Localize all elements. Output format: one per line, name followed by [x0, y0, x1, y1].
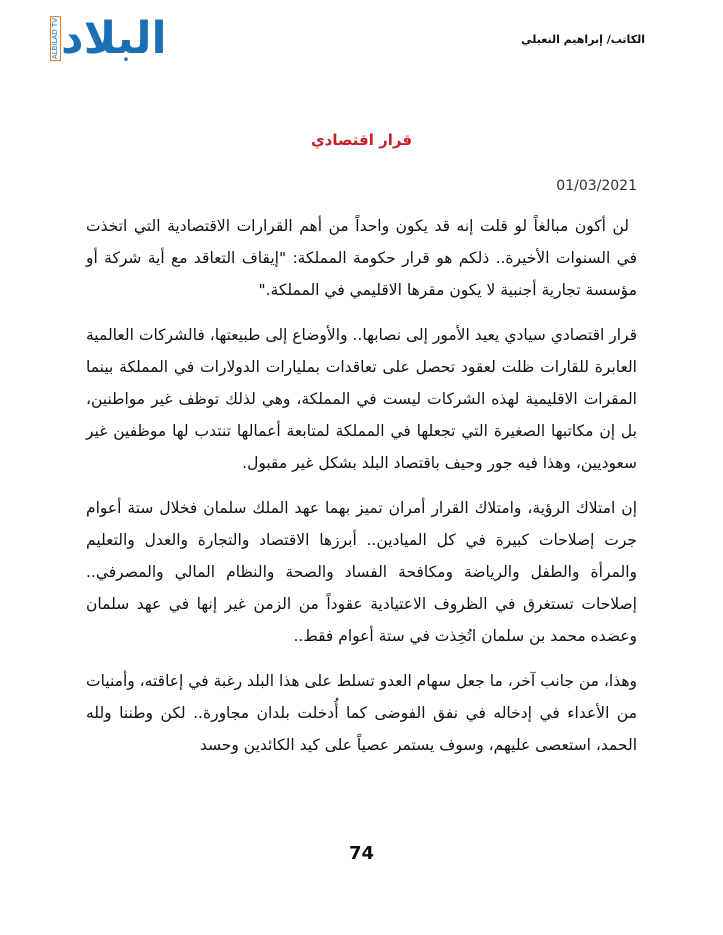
article-title: قرار اقتصادي [310, 131, 413, 149]
article-body [86, 210, 637, 774]
logo-tv-tag: ALBILAD TV [51, 18, 59, 60]
author-byline: الكاتب/ إبراهيم النعيلي [521, 33, 645, 46]
page-number: 74 [348, 843, 375, 864]
paragraph: وهذا، من جانب آخر، ما جعل سهام العدو تسلط على هذا البلد رغبة في إعاقته، وأمنيات من الأعداء في إدخاله في نفق الفوضى كما أُدخلت بلدان مجاورة.. لكن وطننا ولله الحمد، استعصى عليهم، وسوف يستمر عصياً على كيد الكائدين وحسد [85, 672, 637, 754]
albilad-logo [48, 14, 178, 64]
article-date: 01/03/2021 [556, 178, 637, 194]
logo-wordmark: البلاد [61, 13, 167, 64]
paragraph: قرار اقتصادي سيادي يعيد الأمور إلى نصابها.. والأوضاع إلى طبيعتها، فالشركات العالمية العابرة للقارات ظلت لعقود تحصل على تعاقدات بمليارات الدولارات في المملكة بينما المقرات الاقليمية لهذه الشركات ليست في المملكة، وهي لذلك توظف غير مواطنين، بل إن مكاتبها الصغيرة التي تجعلها في المملكة لمتابعة أعمالها تنتدب لها موظفين غير سعوديين، وهذا فيه جور وحيف باقتصاد البلد بشكل غير مقبول. [86, 326, 637, 472]
paragraph: لن أكون مبالغاً لو قلت إنه قد يكون واحداً من أهم القرارات الاقتصادية التي اتخذت في السنوات الأخيرة.. ذلكم هو قرار حكومة المملكة: "إيقاف التعاقد مع أية شركة أو مؤسسة تجارية أجنبية لا يكون مقرها الاقليمي في المملكة." [86, 217, 637, 299]
paragraph: إن امتلاك الرؤية، وامتلاك القرار أمران تميز بهما عهد الملك سلمان فخلال ستة أعوام جرت إصلاحات كبيرة في كل الميادين.. أبرزها الاقتصاد والتجارة والعدل والتعليم والمرأة والطفل والرياضة ومكافحة الفساد والصحة والنظام المالي والمصرفي.. إصلاحات تستغرق في الظروف الاعتيادية عقوداً من الزمن غير إنها في عهد سلمان وعضده محمد بن سلمان اتُخِذت في ستة أعوام فقط.. [86, 499, 637, 645]
